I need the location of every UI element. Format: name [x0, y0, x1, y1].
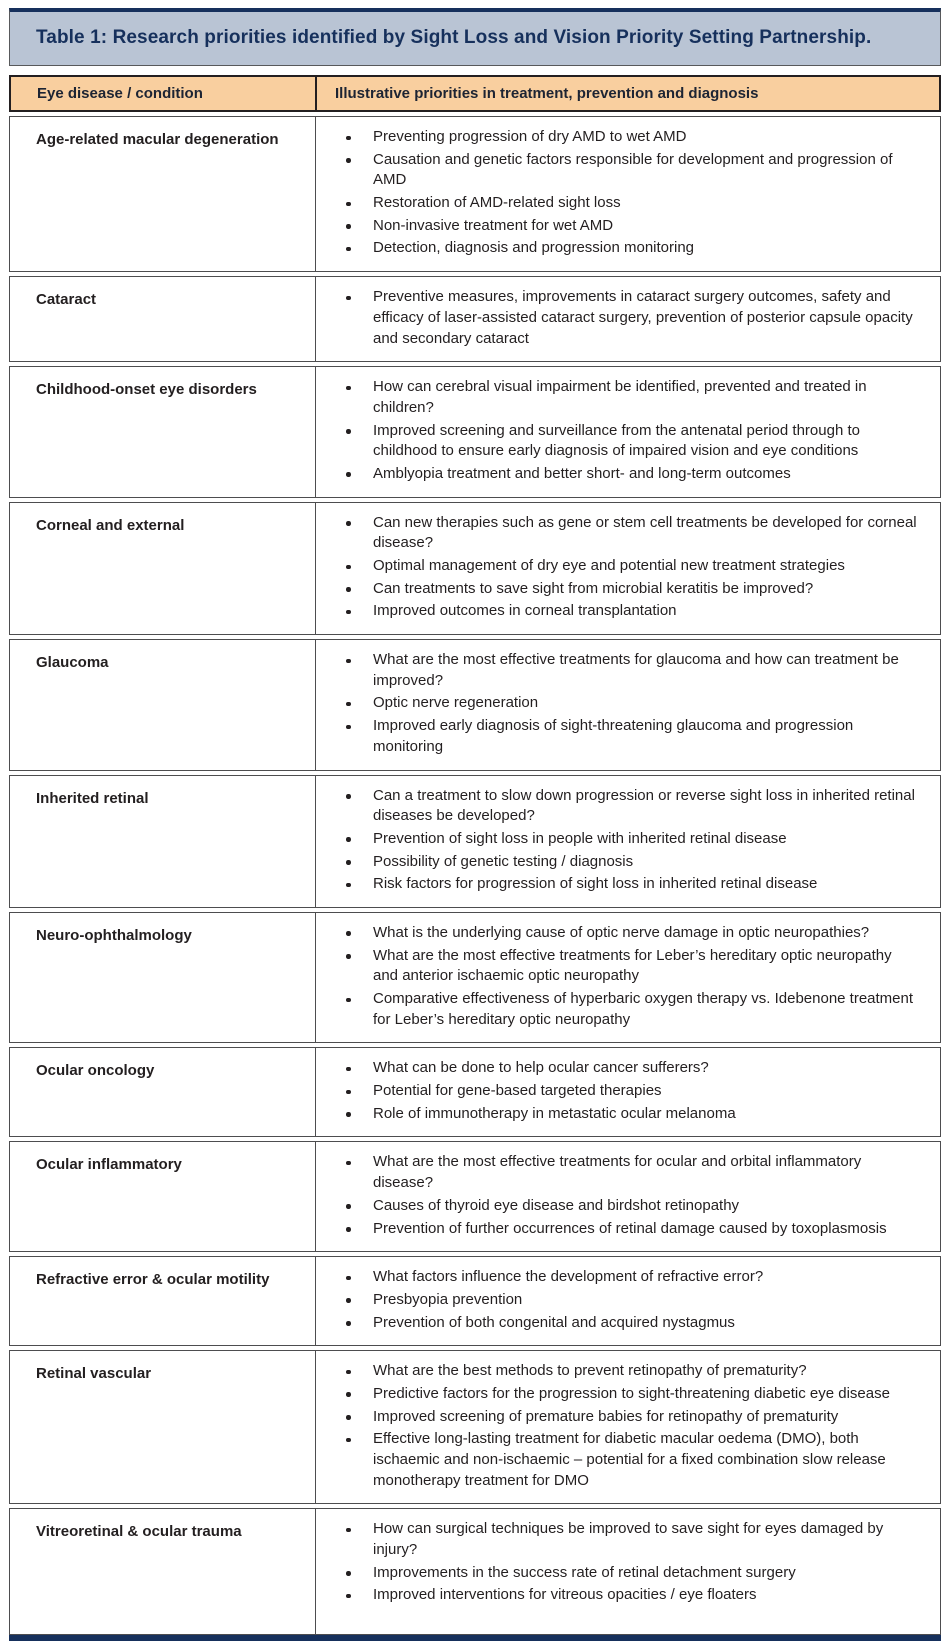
priority-item: Effective long-lasting treatment for diabetic macular oedema (DMO), both ischaemic and non-ischaemic – potential for a fixed combination slow release monotherapy treatment for DMO — [334, 1429, 920, 1491]
condition-cell: Ocular oncology — [10, 1048, 316, 1136]
table-row — [9, 775, 941, 908]
priority-item: Amblyopia treatment and better short- and long-term outcomes — [334, 464, 920, 485]
condition-cell: Glaucoma — [10, 640, 316, 769]
priority-item: What are the most effective treatments for ocular and orbital inflammatory disease? — [334, 1152, 920, 1193]
priorities-list — [334, 650, 920, 757]
priority-item: Comparative effectiveness of hyperbaric oxygen therapy vs. Idebenone treatment for Leber’s hereditary optic neuropathy — [334, 989, 920, 1030]
priorities-cell — [316, 1509, 940, 1634]
priorities-cell — [316, 1142, 940, 1251]
research-priorities-table — [9, 8, 941, 1641]
condition-cell: Vitreoretinal & ocular trauma — [10, 1509, 316, 1634]
priority-item: What are the most effective treatments for Leber’s hereditary optic neuropathy and anterior ischaemic optic neuropathy — [334, 946, 920, 987]
priorities-cell — [316, 1257, 940, 1345]
priority-item: What are the best methods to prevent retinopathy of prematurity? — [334, 1361, 920, 1382]
priority-item: Improved interventions for vitreous opacities / eye floaters — [334, 1585, 920, 1606]
priority-item: Presbyopia prevention — [334, 1290, 920, 1311]
priority-item: Potential for gene-based targeted therapies — [334, 1081, 920, 1102]
table-row — [9, 1508, 941, 1635]
condition-cell: Age-related macular degeneration — [10, 117, 316, 271]
table-header-row — [9, 75, 941, 112]
priority-item: Possibility of genetic testing / diagnosis — [334, 852, 920, 873]
priorities-cell — [316, 913, 940, 1042]
condition-cell: Ocular inflammatory — [10, 1142, 316, 1251]
priority-item: Optimal management of dry eye and potential new treatment strategies — [334, 556, 920, 577]
condition-cell: Retinal vascular — [10, 1351, 316, 1503]
priority-item: Improved early diagnosis of sight-threatening glaucoma and progression monitoring — [334, 716, 920, 757]
priority-item: Improved screening of premature babies for retinopathy of prematurity — [334, 1407, 920, 1428]
condition-cell: Refractive error & ocular motility — [10, 1257, 316, 1345]
priority-item: Can treatments to save sight from microbial keratitis be improved? — [334, 579, 920, 600]
table-row — [9, 502, 941, 635]
priority-item: Causes of thyroid eye disease and birdshot retinopathy — [334, 1196, 920, 1217]
priorities-cell — [316, 1048, 940, 1136]
priorities-list — [334, 1519, 920, 1606]
table-row — [9, 1141, 941, 1252]
priority-item: Prevention of further occurrences of retinal damage caused by toxoplasmosis — [334, 1219, 920, 1240]
table-row — [9, 1047, 941, 1137]
priorities-cell — [316, 367, 940, 496]
priorities-list — [334, 1361, 920, 1491]
priority-item: Predictive factors for the progression to sight-threatening diabetic eye disease — [334, 1384, 920, 1405]
priorities-list — [334, 377, 920, 484]
table-title: Table 1: Research priorities identified by Sight Loss and Vision Priority Setting Partnership. — [36, 27, 872, 48]
table-row — [9, 276, 941, 362]
priority-item: How can cerebral visual impairment be identified, prevented and treated in children? — [334, 377, 920, 418]
priority-item: What are the most effective treatments for glaucoma and how can treatment be improved? — [334, 650, 920, 691]
priority-item: Detection, diagnosis and progression monitoring — [334, 238, 920, 259]
priority-item: Prevention of both congenital and acquired nystagmus — [334, 1313, 920, 1334]
priority-item: Improved outcomes in corneal transplantation — [334, 601, 920, 622]
priority-item: Improvements in the success rate of retinal detachment surgery — [334, 1563, 920, 1584]
table-row — [9, 1256, 941, 1346]
condition-cell: Corneal and external — [10, 503, 316, 634]
table-title-bar — [9, 8, 941, 66]
priority-item: Risk factors for progression of sight loss in inherited retinal disease — [334, 874, 920, 895]
priorities-list — [334, 923, 920, 1030]
table-row — [9, 116, 941, 272]
priority-item: Can new therapies such as gene or stem cell treatments be developed for corneal disease? — [334, 513, 920, 554]
priorities-cell — [316, 277, 940, 361]
column-header-priorities: Illustrative priorities in treatment, prevention and diagnosis — [335, 85, 759, 102]
priority-item: What can be done to help ocular cancer sufferers? — [334, 1058, 920, 1079]
priorities-list — [334, 127, 920, 259]
priority-item: Preventive measures, improvements in cataract surgery outcomes, safety and efficacy of laser-assisted cataract surgery, prevention of posterior capsule opacity and secondary cataract — [334, 287, 920, 349]
condition-cell: Neuro-ophthalmology — [10, 913, 316, 1042]
priority-item: Role of immunotherapy in metastatic ocular melanoma — [334, 1104, 920, 1125]
priorities-cell — [316, 503, 940, 634]
priorities-list — [334, 287, 920, 349]
condition-cell: Inherited retinal — [10, 776, 316, 907]
priority-item: Optic nerve regeneration — [334, 693, 920, 714]
column-header-condition: Eye disease / condition — [11, 77, 317, 110]
table-row — [9, 639, 941, 770]
table-body — [9, 116, 941, 1635]
priority-item: Can a treatment to slow down progression or reverse sight loss in inherited retinal diseases be developed? — [334, 786, 920, 827]
priorities-list — [334, 1058, 920, 1124]
priority-item: Preventing progression of dry AMD to wet AMD — [334, 127, 920, 148]
priority-item: Restoration of AMD-related sight loss — [334, 193, 920, 214]
table-bottom-rule — [9, 1635, 941, 1641]
table-row — [9, 912, 941, 1043]
priorities-cell — [316, 640, 940, 769]
priorities-cell — [316, 776, 940, 907]
priority-item: Causation and genetic factors responsible for development and progression of AMD — [334, 150, 920, 191]
priority-item: What factors influence the development of refractive error? — [334, 1267, 920, 1288]
priority-item: Improved screening and surveillance from the antenatal period through to childhood to ensure early diagnosis of impaired vision and eye conditions — [334, 421, 920, 462]
priorities-cell — [316, 117, 940, 271]
table-row — [9, 1350, 941, 1504]
table-row — [9, 366, 941, 497]
condition-cell: Childhood-onset eye disorders — [10, 367, 316, 496]
priority-item: Prevention of sight loss in people with inherited retinal disease — [334, 829, 920, 850]
priorities-list — [334, 786, 920, 895]
priority-item: Non-invasive treatment for wet AMD — [334, 216, 920, 237]
priority-item: How can surgical techniques be improved to save sight for eyes damaged by injury? — [334, 1519, 920, 1560]
priority-item: What is the underlying cause of optic nerve damage in optic neuropathies? — [334, 923, 920, 944]
condition-cell: Cataract — [10, 277, 316, 361]
priorities-list — [334, 513, 920, 622]
priorities-list — [334, 1152, 920, 1239]
priorities-list — [334, 1267, 920, 1333]
priorities-cell — [316, 1351, 940, 1503]
